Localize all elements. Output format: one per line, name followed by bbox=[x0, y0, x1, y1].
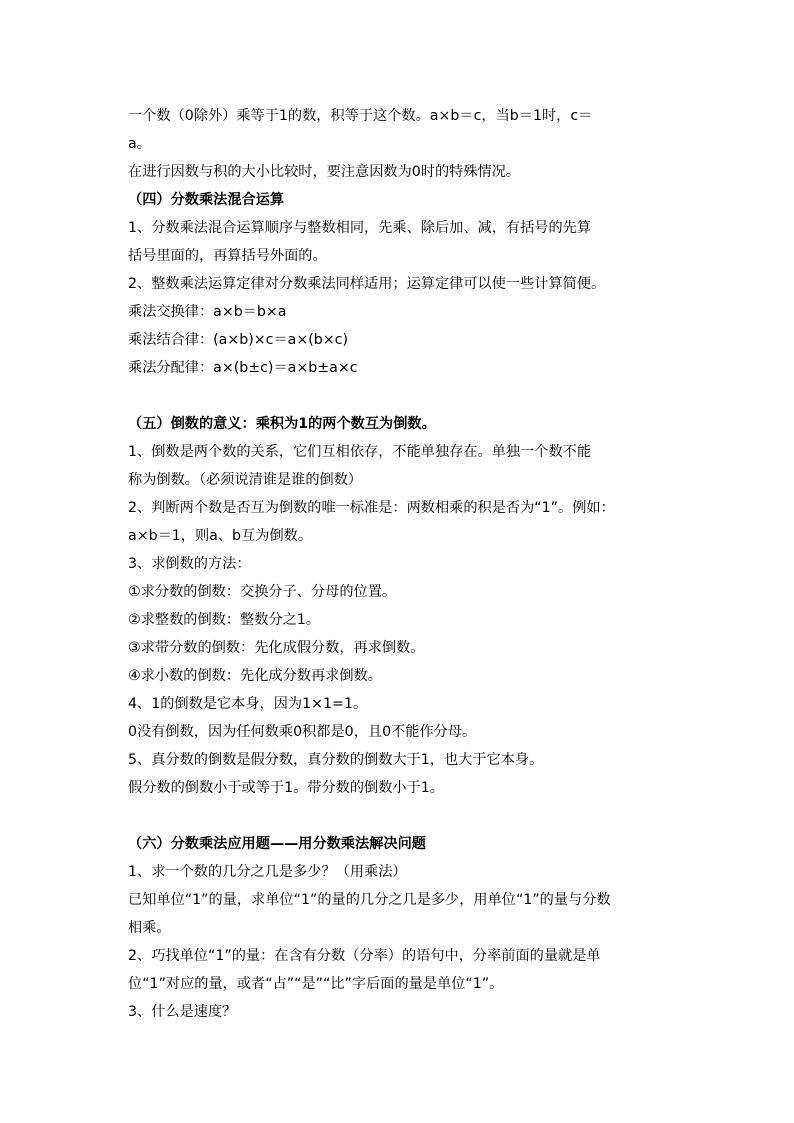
text-line: 假分数的倒数小于或等于1。带分数的倒数小于1。 bbox=[128, 780, 444, 796]
text-line: 1、分数乘法混合运算顺序与整数相同，先乘、除后加、减，有括号的先算 bbox=[128, 220, 592, 236]
document-page bbox=[128, 102, 668, 1026]
text-line: 2、巧找单位“1”的量：在含有分数（分率）的语句中，分率前面的量就是单 bbox=[128, 948, 601, 964]
text-line: 位“1”对应的量，或者“占”“是”“比”字后面的量是单位“1”。 bbox=[128, 976, 504, 992]
text-line: ③求带分数的倒数：先化成假分数，再求倒数。 bbox=[128, 640, 425, 656]
text-line: 在进行因数与积的大小比较时，要注意因数为0时的特殊情况。 bbox=[128, 164, 521, 180]
blank-line bbox=[128, 802, 668, 830]
text-line: 2、判断两个数是否互为倒数的唯一标准是：两数相乘的积是否为“1”。例如： bbox=[128, 500, 615, 516]
text-line: 乘法交换律：a×b＝b×a bbox=[128, 304, 287, 320]
text-line: 3、什么是速度？ bbox=[128, 1004, 237, 1020]
text-line: ②求整数的倒数：整数分之1。 bbox=[128, 612, 320, 628]
text-line: 3、求倒数的方法： bbox=[128, 556, 251, 572]
text-line: ①求分数的倒数：交换分子、分母的位置。 bbox=[128, 584, 397, 600]
text-line: 已知单位“1”的量，求单位“1”的量的几分之几是多少，用单位“1”的量与分数 bbox=[128, 892, 611, 908]
section-heading-5: （五）倒数的意义：乘积为1的两个数互为倒数。 bbox=[128, 416, 436, 432]
text-line: 称为倒数。（必须说清谁是谁的倒数） bbox=[128, 472, 363, 488]
text-line: 1、倒数是两个数的关系，它们互相依存，不能单独存在。单独一个数不能 bbox=[128, 444, 592, 460]
text-line: 乘法结合律：(a×b)×c＝a×(b×c) bbox=[128, 332, 349, 348]
section-heading-6: （六）分数乘法应用题——用分数乘法解决问题 bbox=[128, 836, 426, 852]
blank-line bbox=[128, 382, 668, 410]
text-line: 4、1的倒数是它本身，因为1×1=1。 bbox=[128, 696, 368, 712]
text-line: 乘法分配律：a×(b±c)＝a×b±a×c bbox=[128, 360, 358, 376]
text-line: ④求小数的倒数：先化成分数再求倒数。 bbox=[128, 668, 382, 684]
text-line: 一个数（0除外）乘等于1的数，积等于这个数。a×b＝c，当b＝1时，c＝ bbox=[128, 108, 593, 124]
text-line: 5、真分数的倒数是假分数，真分数的倒数大于1，也大于它本身。 bbox=[128, 752, 544, 768]
text-line: 括号里面的，再算括号外面的。 bbox=[128, 248, 327, 264]
section-heading-4: （四）分数乘法混合运算 bbox=[128, 192, 285, 208]
text-line: 相乘。 bbox=[128, 920, 171, 936]
text-line: a。 bbox=[128, 136, 151, 152]
text-line: a×b＝1，则a、b互为倒数。 bbox=[128, 528, 313, 544]
text-line: 2、整数乘法运算定律对分数乘法同样适用；运算定律可以使一些计算简便。 bbox=[128, 276, 606, 292]
text-line: 1、求一个数的几分之几是多少？（用乘法） bbox=[128, 864, 407, 880]
text-line: 0没有倒数，因为任何数乘0积都是0，且0不能作分母。 bbox=[128, 724, 477, 740]
